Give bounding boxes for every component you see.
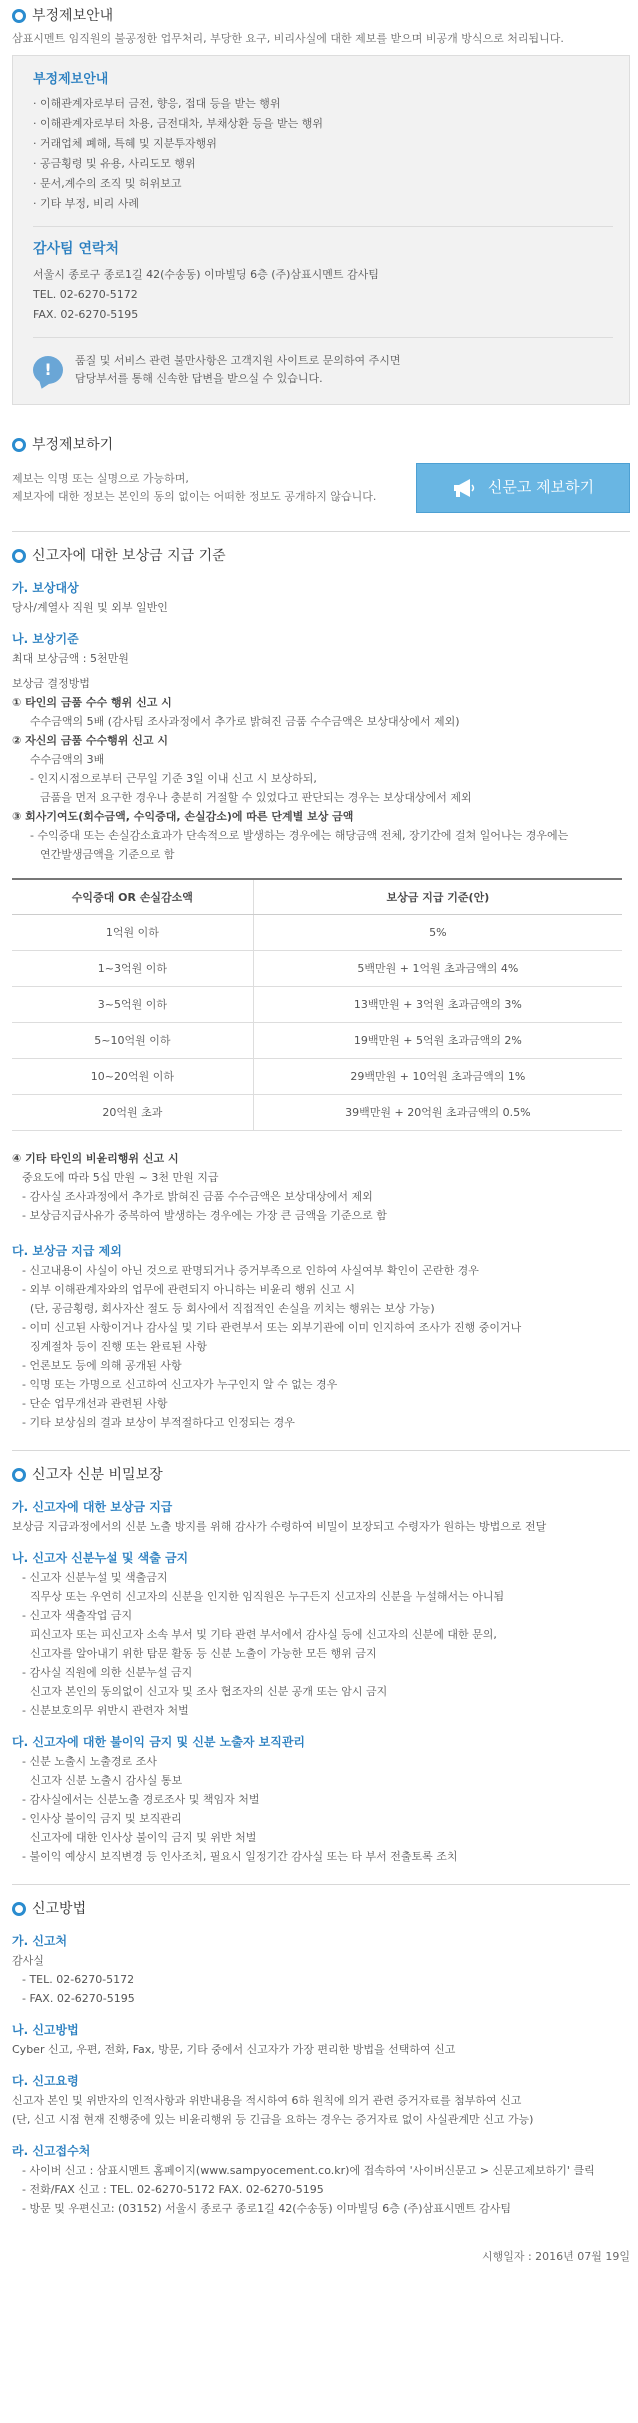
- table-header: 수익증대 OR 손실감소액: [12, 879, 253, 915]
- bullet-ring-icon: [12, 438, 26, 452]
- paragraph: 보상금 지급과정에서의 신분 노출 방지를 위해 감사가 수령하여 비밀이 보장되고 수령자가 원하는 방법으로 전달: [12, 1520, 547, 1534]
- contact-title: 감사팀 연락처: [33, 241, 120, 258]
- list-item: - 감사실 직원에 의한 신분누설 금지: [22, 1666, 193, 1680]
- list-item: 직무상 또는 우연히 신고자의 신분을 인지한 임직원은 누구든지 신고자의 신분을 누설해서는 아니됨: [30, 1590, 505, 1604]
- notice-text: [75, 352, 401, 388]
- list-item: - 신분보호의무 위반시 관련자 처벌: [22, 1704, 189, 1718]
- table-cell: 3~5억원 이하: [12, 987, 253, 1023]
- report-button[interactable]: [416, 463, 630, 513]
- table-row: [12, 987, 622, 1023]
- notice: [33, 352, 613, 388]
- list-item: - FAX. 02-6270-5195: [22, 1992, 135, 2006]
- bullet-ring-icon: [12, 9, 26, 23]
- list-item: - 사이버 신고 : 삼표시멘트 홈페이지(www.sampyocement.co.kr)에 접속하여 '사이버신문고 > 신문고제보하기' 클릭: [22, 2164, 595, 2178]
- table-header-row: [12, 879, 622, 915]
- rule-heading: ① 타인의 금품 수수 행위 신고 시: [12, 695, 172, 709]
- subheading: 다. 신고자에 대한 불이익 금지 및 신분 노출자 보직관리: [12, 1735, 306, 1750]
- contact-info: [33, 265, 613, 325]
- list-item: 징계절차 등이 진행 또는 완료된 사항: [30, 1340, 207, 1354]
- subheading: 나. 신고방법: [12, 2023, 79, 2038]
- rule-text: 중요도에 따라 5십 만원 ~ 3천 만원 지급: [22, 1171, 219, 1185]
- rule-text: 연간발생금액을 기준으로 함: [40, 847, 175, 861]
- table-cell: 39백만원 + 20억원 초과금액의 0.5%: [253, 1095, 622, 1131]
- list-item: - 전화/FAX 신고 : TEL. 02-6270-5172 FAX. 02-6270-5195: [22, 2183, 324, 2197]
- section-title-method: [12, 1899, 630, 1919]
- section-title-text: 신고방법: [32, 1901, 87, 1918]
- report-line: 제보는 익명 또는 실명으로 가능하며,: [12, 471, 189, 485]
- rule-text: - 보상금지급사유가 중복하여 발생하는 경우에는 가장 큰 금액을 기준으로 함: [22, 1209, 387, 1223]
- paragraph: 신고자 본인 및 위반자의 인적사항과 위반내용을 적시하여 6하 원칙에 의거 관련 증거자료를 첨부하여 신고: [12, 2094, 522, 2108]
- list-item: - 단순 업무개선과 관련된 사항: [22, 1397, 168, 1411]
- list-item: 신고자에 대한 인사상 불이익 금지 및 위반 처벌: [30, 1831, 257, 1845]
- rule-text: 수수금액의 5배 (감사팀 조사과정에서 추가로 밝혀진 금품 수수금액은 보상대상에서 제외): [30, 714, 460, 728]
- list-item: - 외부 이해관계자와의 업무에 관련되지 아니하는 비윤리 행위 신고 시: [22, 1283, 355, 1297]
- section-title-text: 신고자 신분 비밀보장: [32, 1467, 163, 1484]
- rule-text: - 인지시점으로부터 근무일 기준 3일 이내 신고 시 보상하되,: [30, 771, 317, 785]
- divider: [12, 1884, 630, 1885]
- table-header: 보상금 지급 기준(안): [253, 879, 622, 915]
- report-button-label: 신문고 제보하기: [487, 478, 595, 497]
- guide-box-title: 부정제보안내: [33, 72, 109, 88]
- bullet-ring-icon: [12, 1902, 26, 1916]
- subheading: 가. 보상대상: [12, 580, 79, 595]
- section-title-report-guide: [12, 6, 630, 26]
- list-item: - 방문 및 우편신고: (03152) 서울시 종로구 종로1길 42(수송동) 이마빌딩 6층 (주)삼표시멘트 감사팀: [22, 2202, 512, 2216]
- list-item: (단, 공금횡령, 회사자산 절도 등 회사에서 직접적인 손실을 끼치는 행위는 보상 가능): [30, 1302, 435, 1316]
- paragraph: Cyber 신고, 우편, 전화, Fax, 방문, 기타 중에서 신고자가 가장 편리한 방법을 선택하여 신고: [12, 2043, 456, 2057]
- guide-box: [12, 55, 630, 405]
- notice-line: 담당부서를 통해 신속한 답변을 받으실 수 있습니다.: [75, 371, 323, 385]
- reward-table: [12, 878, 622, 1132]
- table-row: [12, 1059, 622, 1095]
- bullet-ring-icon: [12, 549, 26, 563]
- megaphone-icon: [452, 478, 478, 498]
- divider: [12, 1450, 630, 1451]
- table-cell: 13백만원 + 3억원 초과금액의 3%: [253, 987, 622, 1023]
- list-item: - 신고자 신분누설 및 색출금지: [22, 1571, 168, 1585]
- table-cell: 29백만원 + 10억원 초과금액의 1%: [253, 1059, 622, 1095]
- report-line: 제보자에 대한 정보는 본인의 동의 없이는 어떠한 정보도 공개하지 않습니다.: [12, 489, 377, 503]
- effective-date: 시행일자 : 2016년 07월 19일: [481, 2250, 630, 2264]
- guide-list-item: · 이해관계자로부터 차용, 금전대차, 부채상환 등을 받는 행위: [33, 117, 323, 131]
- list-item: - 기타 보상심의 결과 보상이 부적절하다고 인정되는 경우: [22, 1416, 295, 1430]
- list-item: 신고자를 알아내기 위한 탐문 활동 등 신분 노출이 가능한 모든 행위 금지: [30, 1647, 377, 1661]
- section-title-text: 부정제보하기: [32, 436, 114, 453]
- guide-list-item: · 문서,계수의 조직 및 허위보고: [33, 177, 182, 191]
- notice-line: 품질 및 서비스 관련 불만사항은 고객지원 사이트로 문의하여 주시면: [75, 353, 401, 367]
- contact-tel: TEL. 02-6270-5172: [33, 287, 138, 301]
- list-item: 신고자 본인의 동의없이 신고자 및 조사 협조자의 신분 공개 또는 암시 금지: [30, 1685, 388, 1699]
- paragraph: 최대 보상금액 : 5천만원: [12, 651, 129, 665]
- page: [0, 6, 638, 2275]
- section-title-reward: [12, 546, 630, 566]
- table-cell: 19백만원 + 5억원 초과금액의 2%: [253, 1023, 622, 1059]
- divider: [33, 337, 613, 338]
- table-row: [12, 915, 622, 951]
- list-item: - 신분 노출시 노출경로 조사: [22, 1755, 157, 1769]
- report-row: [12, 463, 630, 513]
- contact-fax: FAX. 02-6270-5195: [33, 307, 139, 321]
- rule-text: - 수익증대 또는 손실감소효과가 단속적으로 발생하는 경우에는 해당금액 전체, 장기간에 걸쳐 일어나는 경우에는: [30, 828, 569, 842]
- list-item: - 인사상 불이익 금지 및 보직관리: [22, 1812, 182, 1826]
- section-title-text: 부정제보안내: [32, 8, 114, 24]
- list-item: - 이미 신고된 사항이거나 감사실 및 기타 관련부서 또는 외부기관에 이미 인지하여 조사가 진행 중이거나: [22, 1321, 522, 1335]
- guide-list: [33, 94, 613, 214]
- list-item: - 감사실에서는 신분노출 경로조사 및 책임자 처벌: [22, 1793, 260, 1807]
- subheading: 가. 신고처: [12, 1934, 68, 1949]
- rule-text: 금품을 먼저 요구한 경우나 충분히 거절할 수 있었다고 판단되는 경우는 보상대상에서 제외: [40, 790, 472, 804]
- table-cell: 5%: [253, 915, 622, 951]
- guide-list-item: · 이해관계자로부터 금전, 향응, 접대 등을 받는 행위: [33, 97, 281, 111]
- divider: [33, 226, 613, 227]
- table-cell: 5백만원 + 1억원 초과금액의 4%: [253, 951, 622, 987]
- rule-text: 수수금액의 3배: [30, 752, 105, 766]
- subheading: 나. 신고자 신분누설 및 색출 금지: [12, 1551, 189, 1566]
- subheading: 가. 신고자에 대한 보상금 지급: [12, 1500, 173, 1515]
- rule-text: - 감사실 조사과정에서 추가로 밝혀진 금품 수수금액은 보상대상에서 제외: [22, 1190, 373, 1204]
- section-title-report: [12, 435, 630, 455]
- rule-heading: ③ 회사기여도(회수금액, 수익증대, 손실감소)에 따른 단계별 보상 금액: [12, 809, 354, 823]
- list-item: - 익명 또는 가명으로 신고하여 신고자가 누구인지 알 수 없는 경우: [22, 1378, 338, 1392]
- list-item: - 신고내용이 사실이 아닌 것으로 판명되거나 증거부족으로 인하여 사실여부 확인이 곤란한 경우: [22, 1264, 479, 1278]
- list-item: 피신고자 또는 피신고자 소속 부서 및 기타 관련 부서에서 감사실 등에 신고자의 신분에 대한 문의,: [30, 1628, 497, 1642]
- subheading: 다. 신고요령: [12, 2074, 79, 2089]
- subheading: 나. 보상기준: [12, 631, 79, 646]
- paragraph: 감사실: [12, 1954, 44, 1968]
- section-title-confidentiality: [12, 1465, 630, 1485]
- subheading: 다. 보상금 지급 제외: [12, 1244, 122, 1259]
- list-item: - 불이익 예상시 보직변경 등 인사조치, 필요시 일정기간 감사실 또는 타 부서 전출토록 조치: [22, 1850, 458, 1864]
- table-cell: 1억원 이하: [12, 915, 253, 951]
- guide-list-item: · 공금횡령 및 유용, 사리도모 행위: [33, 157, 196, 171]
- table-row: [12, 1095, 622, 1131]
- divider: [12, 531, 630, 532]
- guide-list-item: · 기타 부정, 비리 사례: [33, 197, 139, 211]
- table-row: [12, 1023, 622, 1059]
- list-item: - 신고자 색출작업 금지: [22, 1609, 133, 1623]
- table-cell: 5~10억원 이하: [12, 1023, 253, 1059]
- paragraph: 당사/계열사 직원 및 외부 일반인: [12, 600, 168, 614]
- paragraph: 보상금 결정방법: [12, 676, 90, 690]
- rule-heading: ④ 기타 타인의 비윤리행위 신고 시: [12, 1152, 179, 1166]
- list-item: - 언론보도 등에 의해 공개된 사항: [22, 1359, 182, 1373]
- bullet-ring-icon: [12, 1468, 26, 1482]
- list-item: 신고자 신분 노출시 감사실 통보: [30, 1774, 183, 1788]
- table-cell: 20억원 초과: [12, 1095, 253, 1131]
- table-row: [12, 951, 622, 987]
- section-intro: 삼표시멘트 임직원의 불공정한 업무처리, 부당한 요구, 비리사실에 대한 제보를 받으며 비공개 방식으로 처리됩니다.: [12, 32, 564, 45]
- list-item: - TEL. 02-6270-5172: [22, 1973, 135, 1987]
- exclamation-bubble-icon: !: [33, 356, 63, 384]
- paragraph: (단, 신고 시점 현재 진행중에 있는 비윤리행위 등 긴급을 요하는 경우는 증거자료 없이 사실관계만 신고 가능): [12, 2113, 534, 2127]
- guide-list-item: · 거래업체 폐해, 특혜 및 지분투자행위: [33, 137, 217, 151]
- contact-address: 서울시 종로구 종로1길 42(수송동) 이마빌딩 6층 (주)삼표시멘트 감사팀: [33, 267, 379, 281]
- table-cell: 10~20억원 이하: [12, 1059, 253, 1095]
- table-cell: 1~3억원 이하: [12, 951, 253, 987]
- section-title-text: 신고자에 대한 보상금 지급 기준: [32, 547, 226, 564]
- subheading: 라. 신고접수처: [12, 2144, 91, 2159]
- rule-heading: ② 자신의 금품 수수행위 신고 시: [12, 733, 168, 747]
- report-text: [12, 470, 376, 506]
